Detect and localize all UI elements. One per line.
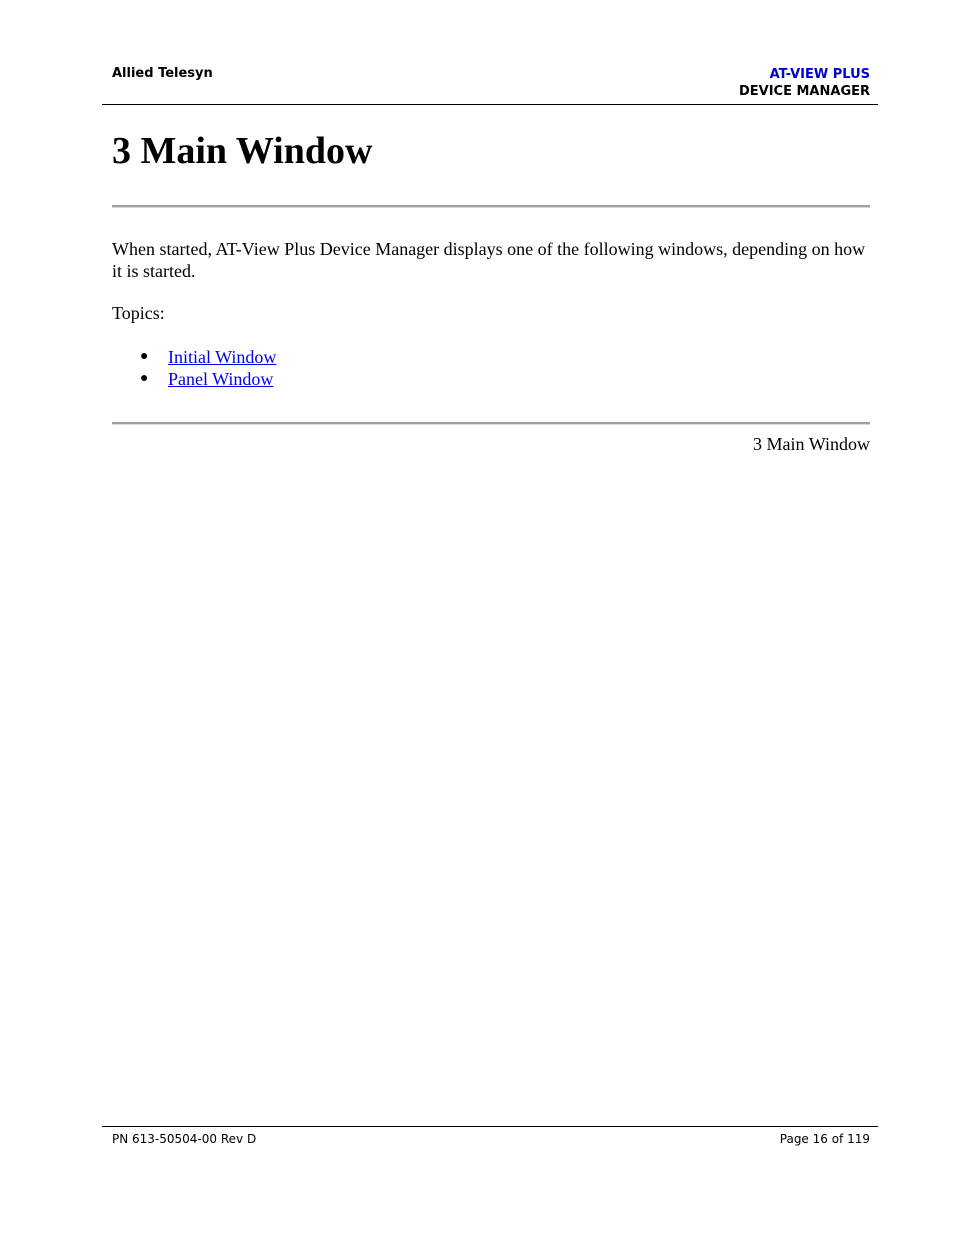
list-item — [140, 346, 276, 368]
list-item — [140, 368, 276, 390]
section-divider-top — [112, 205, 870, 208]
footer-page-number: Page 16 of 119 — [779, 1132, 870, 1146]
topics-list — [140, 346, 276, 390]
bullet-icon: ● — [140, 349, 149, 364]
link-initial-window[interactable]: Initial Window — [168, 347, 277, 367]
footer-divider — [102, 1126, 878, 1127]
header-company: Allied Telesyn — [112, 66, 213, 81]
header-divider — [102, 104, 878, 105]
section-divider-bottom — [112, 422, 870, 425]
topics-label: Topics: — [112, 303, 165, 323]
bullet-icon: ● — [140, 371, 149, 386]
header-title-block — [739, 66, 870, 100]
header-module: DEVICE MANAGER — [738, 84, 870, 99]
section-footer-title: 3 Main Window — [753, 434, 870, 454]
footer-part-number: PN 613-50504-00 Rev D — [112, 1132, 257, 1146]
intro-paragraph: When started, AT-View Plus Device Manager displays one of the following windows, depending on how it is started. — [112, 239, 866, 281]
link-panel-window[interactable]: Panel Window — [168, 369, 274, 389]
header-product: AT-VIEW PLUS — [769, 67, 870, 82]
page-title: 3 Main Window — [112, 130, 373, 172]
